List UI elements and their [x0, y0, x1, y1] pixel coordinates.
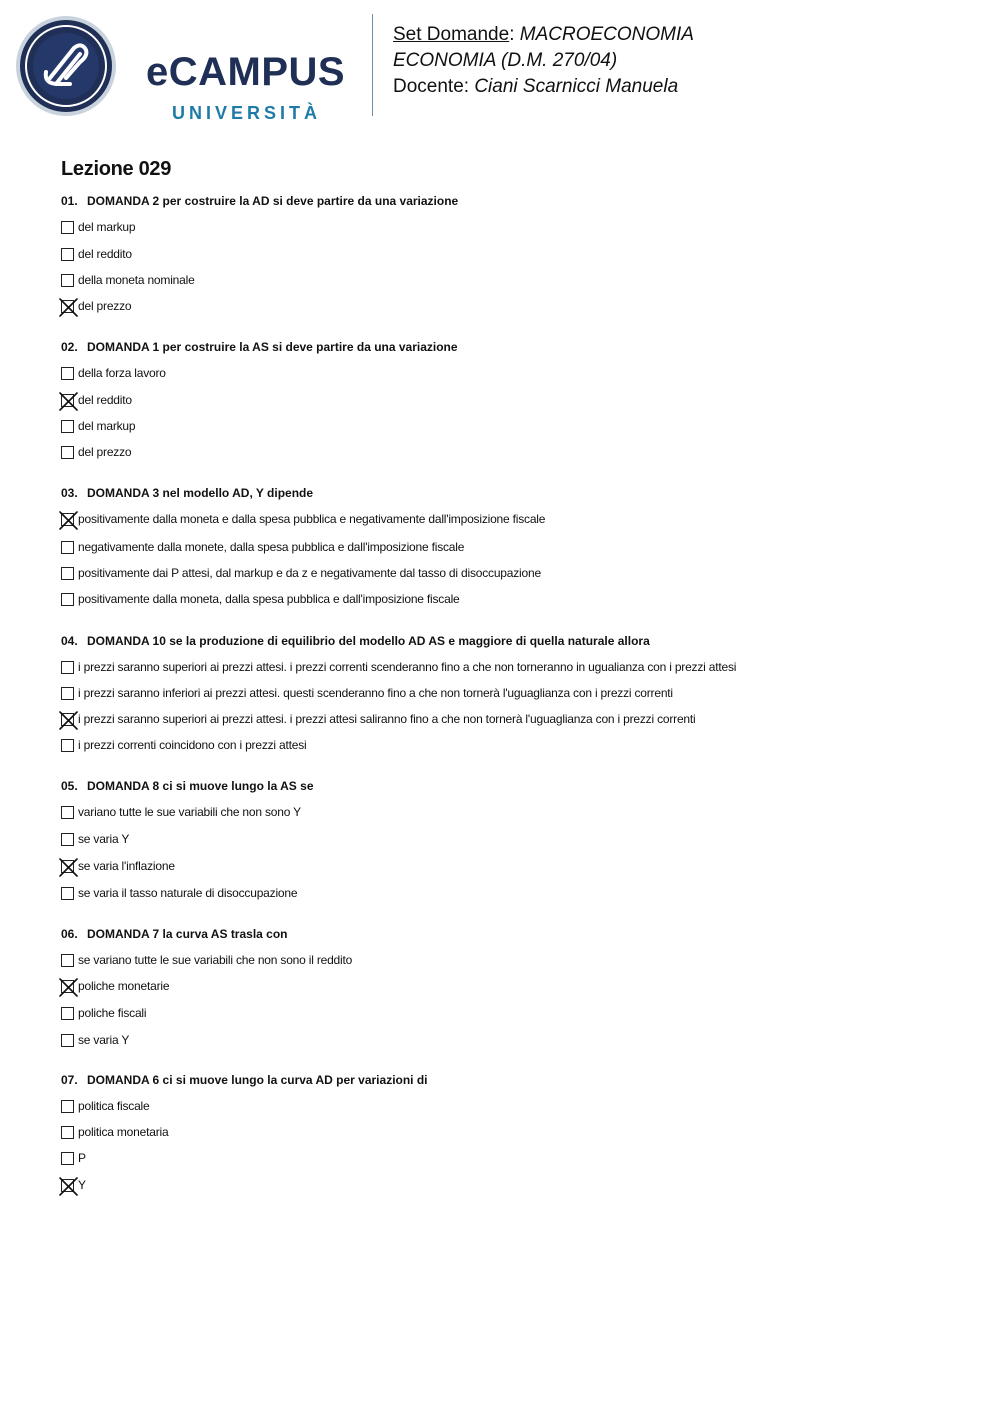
- option-label: i prezzi saranno superiori ai prezzi attesi. i prezzi attesi saliranno fino a che non tornerà l'uguaglianza con i prezzi correnti: [78, 712, 696, 726]
- answer-option[interactable]: [61, 417, 135, 435]
- checkbox[interactable]: [61, 687, 74, 700]
- option-label: politica fiscale: [78, 1099, 150, 1113]
- question-text: [61, 777, 961, 795]
- docente-line: [393, 74, 694, 100]
- checkbox[interactable]: [61, 1152, 74, 1165]
- question-number: 01.: [61, 194, 78, 208]
- question-number: 07.: [61, 1073, 78, 1087]
- answer-option[interactable]: [61, 564, 541, 582]
- question-label: DOMANDA 2 per costruire la AD si deve partire da una variazione: [87, 194, 459, 208]
- checkbox[interactable]: [61, 248, 74, 261]
- check-mark-icon: [59, 711, 78, 730]
- set-line: [393, 22, 694, 48]
- checkbox[interactable]: [61, 954, 74, 967]
- answer-option[interactable]: [61, 1097, 150, 1115]
- option-label: i prezzi saranno superiori ai prezzi attesi. i prezzi correnti scenderanno fino a che non torneranno in ugualianza con i prezzi attesi: [78, 660, 737, 674]
- question-text: [61, 1071, 961, 1089]
- option-label: se varia Y: [78, 832, 130, 846]
- header-divider: [372, 14, 373, 116]
- question-text: [61, 338, 961, 356]
- option-label: del reddito: [78, 393, 132, 407]
- answer-option[interactable]: [61, 391, 132, 409]
- answer-option[interactable]: [61, 297, 131, 315]
- option-label: positivamente dalla moneta, dalla spesa pubblica e dall'imposizione fiscale: [78, 592, 460, 606]
- answer-option[interactable]: [61, 1149, 86, 1167]
- checkbox[interactable]: [61, 806, 74, 819]
- checkbox[interactable]: [61, 593, 74, 606]
- ecampus-seal-icon: [14, 14, 118, 118]
- docente-label: Docente:: [393, 76, 470, 97]
- checkbox[interactable]: [61, 980, 74, 993]
- option-label: della moneta nominale: [78, 273, 195, 287]
- checkbox[interactable]: [61, 1126, 74, 1139]
- checkbox[interactable]: [61, 446, 74, 459]
- option-label: positivamente dalla moneta e dalla spesa pubblica e negativamente dall'imposizione fiscale: [78, 512, 546, 526]
- answer-option[interactable]: [61, 443, 131, 461]
- question-label: DOMANDA 6 ci si muove lungo la curva AD per variazioni di: [87, 1073, 428, 1087]
- ecampus-logo: [14, 14, 359, 123]
- option-label: poliche monetarie: [78, 979, 170, 993]
- answer-option[interactable]: [61, 857, 175, 875]
- checkbox[interactable]: [61, 567, 74, 580]
- checkbox[interactable]: [61, 713, 74, 726]
- checkbox[interactable]: [61, 661, 74, 674]
- checkbox[interactable]: [61, 221, 74, 234]
- checkbox[interactable]: [61, 860, 74, 873]
- option-label: Y: [78, 1178, 86, 1192]
- question-label: DOMANDA 8 ci si muove lungo la AS se: [87, 779, 314, 793]
- checkbox[interactable]: [61, 274, 74, 287]
- question-label: DOMANDA 10 se la produzione di equilibrio del modello AD AS e maggiore di quella naturale allora: [87, 634, 650, 648]
- checkbox[interactable]: [61, 1007, 74, 1020]
- question-number: 03.: [61, 486, 78, 500]
- answer-option[interactable]: [61, 951, 352, 969]
- check-mark-icon: [59, 858, 78, 877]
- checkbox[interactable]: [61, 739, 74, 752]
- question-block: [61, 925, 961, 1047]
- question-number: 06.: [61, 927, 78, 941]
- logo-sub: UNIVERSITÀ: [172, 103, 322, 123]
- option-label: del markup: [78, 419, 136, 433]
- question-block: [61, 632, 961, 752]
- question-number: 02.: [61, 340, 78, 354]
- docente-value: Ciani Scarnicci Manuela: [474, 76, 679, 97]
- answer-option[interactable]: [61, 1004, 146, 1022]
- answer-option[interactable]: [61, 710, 696, 728]
- answer-option[interactable]: [61, 1176, 86, 1194]
- answer-option[interactable]: [61, 830, 129, 848]
- answer-option[interactable]: [61, 1123, 168, 1141]
- answer-option[interactable]: [61, 218, 135, 236]
- answer-option[interactable]: [61, 271, 195, 289]
- question-block: [61, 338, 961, 459]
- option-label: politica monetaria: [78, 1125, 169, 1139]
- answer-option[interactable]: [61, 364, 166, 382]
- set-value: MACROECONOMIA: [519, 24, 694, 45]
- checkbox[interactable]: [61, 513, 74, 526]
- set-label: Set Domande: [393, 24, 510, 45]
- answer-option[interactable]: [61, 538, 464, 556]
- answer-option[interactable]: [61, 658, 736, 676]
- header-info: [393, 22, 694, 100]
- option-label: se varia il tasso naturale di disoccupazione: [78, 886, 298, 900]
- answer-option[interactable]: [61, 590, 460, 608]
- question-text: [61, 192, 961, 210]
- answer-option[interactable]: [61, 510, 545, 528]
- question-block: [61, 1071, 961, 1192]
- option-label: negativamente dalla monete, dalla spesa pubblica e dall'imposizione fiscale: [78, 540, 465, 554]
- option-label: i prezzi saranno inferiori ai prezzi attesi. questi scenderanno fino a che non tornerà l'uguaglianza con i prezzi correnti: [78, 686, 673, 700]
- option-label: della forza lavoro: [78, 366, 166, 380]
- answer-option[interactable]: [61, 245, 132, 263]
- question-block: [61, 484, 961, 606]
- option-label: i prezzi correnti coincidono con i prezzi attesi: [78, 738, 307, 752]
- question-text: [61, 484, 961, 502]
- question-text: [61, 925, 961, 943]
- checkbox[interactable]: [61, 420, 74, 433]
- option-label: se variano tutte le sue variabili che non sono il reddito: [78, 953, 353, 967]
- checkbox[interactable]: [61, 1179, 74, 1192]
- answer-option[interactable]: [61, 803, 301, 821]
- check-mark-icon: [59, 1177, 78, 1196]
- option-label: se varia Y: [78, 1033, 130, 1047]
- checkbox[interactable]: [61, 1034, 74, 1047]
- option-label: poliche fiscali: [78, 1006, 147, 1020]
- option-label: del markup: [78, 220, 136, 234]
- check-mark-icon: [59, 511, 78, 530]
- question-number: 04.: [61, 634, 78, 648]
- set-separator: :: [509, 24, 515, 45]
- question-label: DOMANDA 7 la curva AS trasla con: [87, 927, 288, 941]
- checkbox[interactable]: [61, 1100, 74, 1113]
- check-mark-icon: [59, 978, 78, 997]
- answer-option[interactable]: [61, 977, 169, 995]
- question-number: 05.: [61, 779, 78, 793]
- answer-option[interactable]: [61, 884, 297, 902]
- option-label: del reddito: [78, 247, 132, 261]
- answer-option[interactable]: [61, 1031, 129, 1049]
- question-block: [61, 192, 961, 313]
- checkbox[interactable]: [61, 300, 74, 313]
- checkbox[interactable]: [61, 367, 74, 380]
- option-label: del prezzo: [78, 299, 132, 313]
- checkbox[interactable]: [61, 394, 74, 407]
- lesson-title: Lezione 029: [61, 158, 172, 180]
- option-label: positivamente dai P attesi, dal markup e da z e negativamente dal tasso di disoccupazione: [78, 566, 541, 580]
- checkbox[interactable]: [61, 833, 74, 846]
- checkbox[interactable]: [61, 887, 74, 900]
- option-label: P: [78, 1151, 86, 1165]
- checkbox[interactable]: [61, 541, 74, 554]
- logo-brand: eCAMPUS: [146, 50, 346, 94]
- check-mark-icon: [59, 298, 78, 317]
- answer-option[interactable]: [61, 684, 673, 702]
- question-text: [61, 632, 961, 650]
- question-block: [61, 777, 961, 900]
- question-label: DOMANDA 3 nel modello AD, Y dipende: [87, 486, 314, 500]
- option-label: variano tutte le sue variabili che non sono Y: [78, 805, 301, 819]
- option-label: del prezzo: [78, 445, 132, 459]
- set-value-line2: ECONOMIA (D.M. 270/04): [393, 50, 618, 71]
- set-value-line2-row: [393, 48, 694, 74]
- check-mark-icon: [59, 392, 78, 411]
- answer-option[interactable]: [61, 736, 307, 754]
- option-label: se varia l'inflazione: [78, 859, 175, 873]
- question-label: DOMANDA 1 per costruire la AS si deve partire da una variazione: [87, 340, 458, 354]
